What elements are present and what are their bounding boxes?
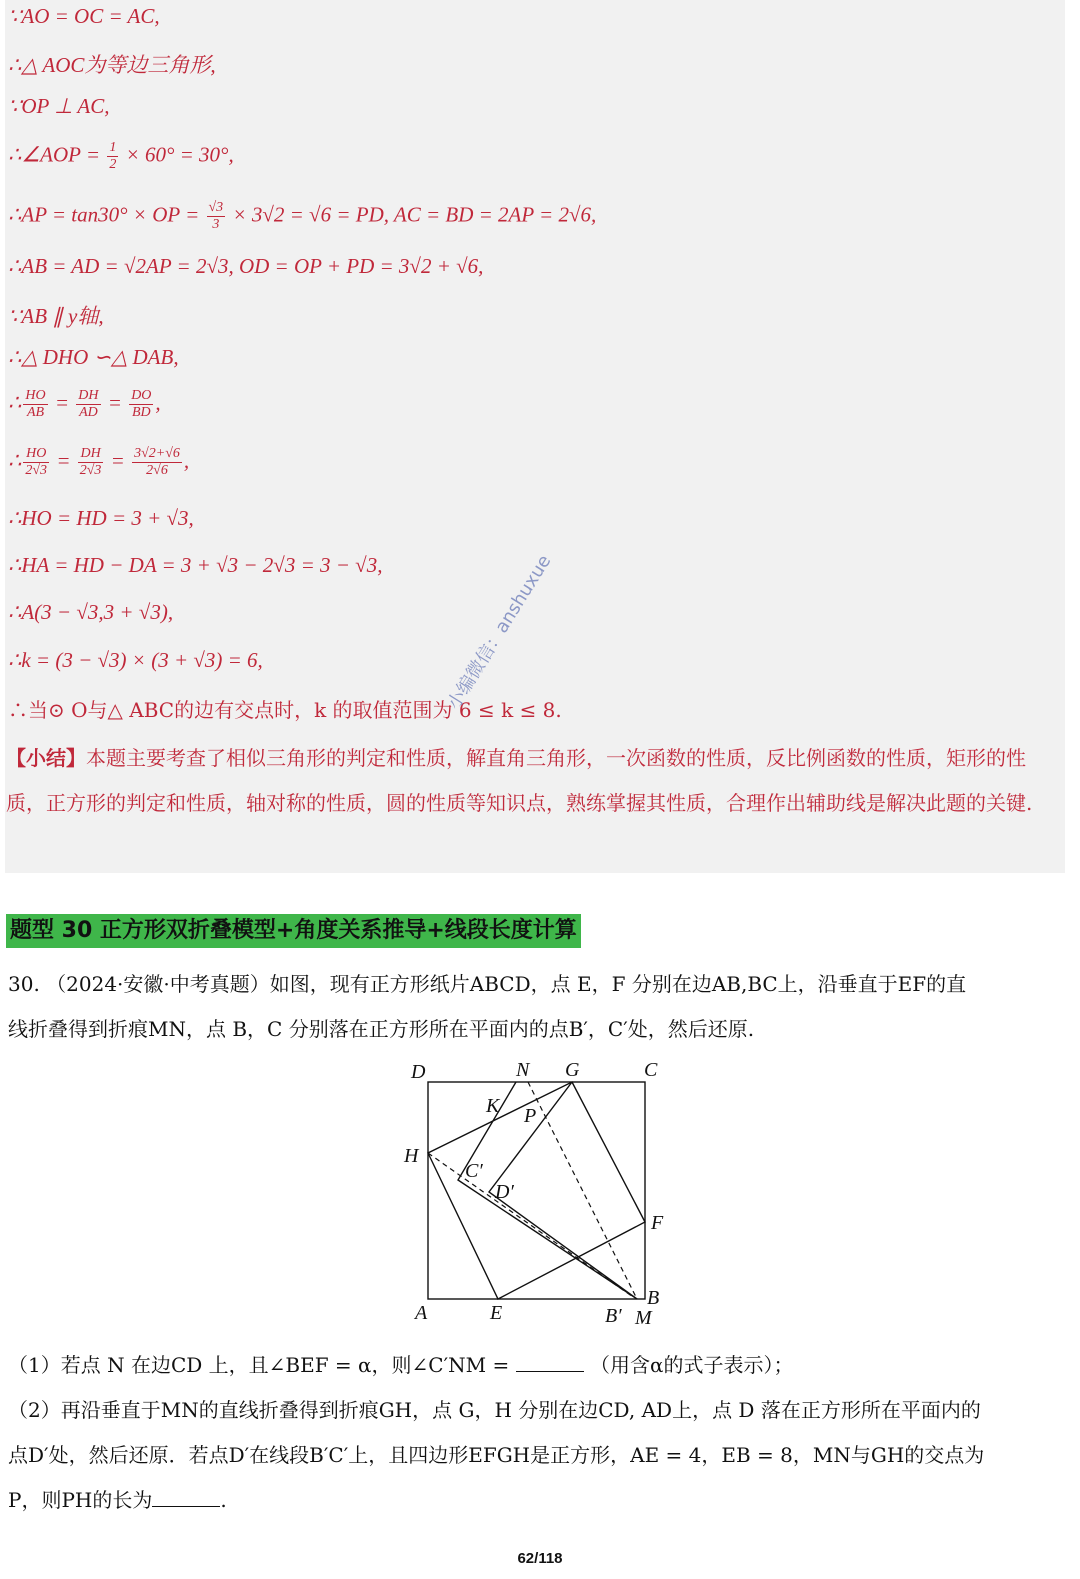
solution-line-12: ∴HA = HD − DA = 3 + √3 − 2√3 = 3 − √3,: [8, 553, 383, 577]
figure-svg: [395, 1052, 685, 1332]
fraction: $\frac{HO}{AB}$: [25, 388, 46, 420]
part1-text: （1）若点 N 在边CD 上，且∠BEF = α，则∠C′NM =: [8, 1353, 510, 1377]
label-N: N: [516, 1059, 530, 1081]
label-M: M: [635, 1307, 652, 1329]
solution-line-14: ∴k = (3 − √3) × (3 + √3) = 6,: [8, 648, 263, 672]
label-C: C: [644, 1059, 658, 1081]
geometry-figure: [395, 1052, 685, 1332]
label-D-prime: D′: [495, 1181, 514, 1203]
part1-line: [8, 1349, 793, 1378]
solution-line-6: ∴AB = AD = √2AP = 2√3, OD = OP + PD = 3√2 + √6,: [8, 254, 484, 278]
square-efgh: [428, 1082, 645, 1299]
solution-line-3: ∵OP ⊥ AC,: [8, 94, 110, 118]
label-F: F: [651, 1212, 664, 1234]
part2-line-2: 点D′处，然后还原．若点D′在线段B′C′上，且四边形EFGH是正方形，AE = 4，EB = 8，MN与GH的交点为: [8, 1443, 985, 1467]
answer-blank-1[interactable]: [516, 1353, 584, 1372]
summary-text: 本题主要考查了相似三角形的判定和性质，解直角三角形，一次函数的性质，反比例函数的性质，矩形的性质，正方形的判定和性质，轴对称的性质，圆的性质等知识点，熟练掌握其性质，合理作出辅助线是解决此题的关键.: [6, 746, 1033, 815]
fraction: $\frac{3√2+√6}{2√6}$: [134, 446, 180, 478]
solution-line-15: ∴当⊙ O与△ ABC的边有交点时，k 的取值范围为 6 ≤ k ≤ 8.: [8, 698, 562, 722]
fraction: $\frac{DO}{BD}$: [131, 388, 152, 420]
fraction-half: $\frac{1}{2}$: [109, 140, 117, 172]
crease-mn: [528, 1082, 637, 1299]
label-B: B: [647, 1287, 660, 1309]
part2-end: .: [220, 1488, 227, 1512]
label-G: G: [565, 1059, 580, 1081]
solution-line-4: ∴∠AOP = $\frac{1}{2}$ × 60° = 30°,: [8, 140, 234, 172]
part2-line-3: [8, 1484, 227, 1513]
label-E: E: [490, 1302, 503, 1324]
watermark: 小编微信：anshuxue: [443, 551, 556, 714]
solution-line-9: ∴ $\frac{HO}{AB}$ = $\frac{DH}{AD}$ = $\frac{DO}{BD}$ ,: [8, 388, 161, 420]
label-H: H: [404, 1145, 419, 1167]
fraction: $\frac{DH}{2√3}$: [79, 446, 102, 478]
label-K: K: [486, 1095, 500, 1117]
answer-blank-2[interactable]: [152, 1488, 220, 1507]
square-abcd: [428, 1082, 645, 1299]
label-D: D: [411, 1061, 426, 1083]
label-P: P: [524, 1105, 537, 1127]
question-line-1: 30. （2024·安徽·中考真题）如图，现有正方形纸片ABCD，点 E，F 分别在边AB,BC上，沿垂直于EF的直: [8, 972, 967, 996]
solution-line-10: ∴ $\frac{HO}{2√3}$ = $\frac{DH}{2√3}$ = $\frac{3√2+√6}{2√6}$ ,: [8, 446, 190, 478]
part1-suffix: （用含α的式子表示）；: [589, 1353, 794, 1377]
solution-line-7: ∵AB ∥ y轴,: [8, 304, 104, 328]
part2-text: P，则PH的长为: [8, 1488, 153, 1512]
solution-line-8: ∴△ DHO ∽△ DAB,: [8, 345, 179, 369]
question-line-2: 线折叠得到折痕MN，点 B，C 分别落在正方形所在平面内的点B′，C′处，然后还原.: [8, 1017, 755, 1041]
fraction: $\frac{HO}{2√3}$: [25, 446, 48, 478]
solution-line-11: ∴HO = HD = 3 + √3,: [8, 506, 194, 530]
summary-tag: 【小结】: [6, 746, 86, 770]
solution-line-2: ∴△ AOC为等边三角形,: [8, 53, 216, 77]
label-A: A: [415, 1302, 428, 1324]
page-number: 62/118: [517, 1550, 563, 1567]
solution-line-1: ∵AO = OC = AC,: [8, 4, 160, 28]
summary-paragraph: [6, 736, 1061, 826]
label-C-prime: C′: [465, 1160, 483, 1182]
solution-line-5: ∴AP = tan30° × OP = $\frac{√3}{3}$ × 3√2 = √6 = PD, AC = BD = 2AP = 2√6,: [8, 200, 597, 232]
solution-line-13: ∴A(3 − √3,3 + √3),: [8, 600, 174, 624]
label-B-prime: B′: [605, 1305, 622, 1327]
part2-line-1: （2）再沿垂直于MN的直线折叠得到折痕GH，点 G，H 分别在边CD, AD上，点 D 落在正方形所在平面内的: [8, 1398, 981, 1422]
section-heading: 题型 30 正方形双折叠模型+角度关系推导+线段长度计算: [6, 914, 581, 948]
fraction: $\frac{DH}{AD}$: [78, 388, 99, 420]
fraction-root3-over-3: $\frac{√3}{3}$: [208, 200, 224, 232]
